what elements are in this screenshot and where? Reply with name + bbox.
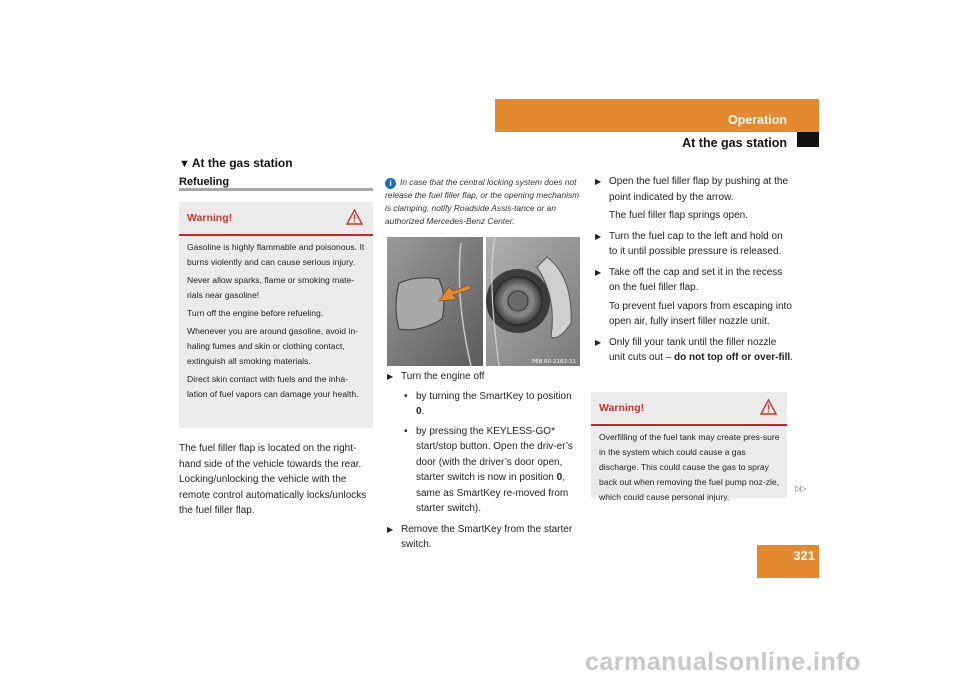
warning-paragraph: Gasoline is highly flammable and poisonous. It burns violently and can cause serious injury. <box>187 242 365 267</box>
step-text: Turn the fuel cap to the left and hold on to it until possible pressure is released. <box>609 230 783 257</box>
sub-item-text: , same as SmartKey re-moved from starter switch). <box>416 472 569 514</box>
warning-paragraph: Direct skin contact with fuels and the inha-lation of fuel vapors can damage your health. <box>187 374 359 399</box>
warning-rule <box>591 424 787 426</box>
warning-paragraph: Whenever you are around gasoline, avoid in-haling fumes and skin or clothing contact, extinguish all smoking materials. <box>187 326 359 366</box>
chapter-title: Operation <box>727 113 787 127</box>
running-section-title: At the gas station <box>682 136 787 150</box>
step-arrow-icon: ▶ <box>387 524 394 534</box>
warning-body <box>187 240 367 405</box>
page-number: 321 <box>793 548 815 563</box>
warning-title: Warning! <box>187 212 233 224</box>
step-text: Turn the engine off <box>401 371 485 382</box>
step-arrow-icon: ▶ <box>595 231 602 241</box>
continued-arrows-icon: ▷▷ <box>795 484 806 493</box>
list-item <box>385 369 581 517</box>
sub-list-item <box>401 389 581 420</box>
overfill-warning-box <box>591 392 787 502</box>
step-text: . <box>790 352 793 363</box>
sub-item-text: . <box>421 406 425 417</box>
step-arrow-icon: ▶ <box>595 337 602 347</box>
warning-rule <box>179 234 373 236</box>
step-arrow-icon: ▶ <box>595 267 602 277</box>
list-item <box>385 522 581 553</box>
header-tab-marker <box>797 132 819 147</box>
warning-paragraph: Turn off the engine before refueling. <box>187 308 324 318</box>
sub-item-text: by pressing the KEYLESS-GO* start/stop button. Open the driv-er’s door (with the driver’s door open, starter switch is now in position <box>416 425 573 483</box>
warning-title: Warning! <box>599 402 645 414</box>
bullet-icon: • <box>404 390 408 402</box>
list-item <box>593 335 793 366</box>
warning-box <box>179 202 373 428</box>
step-note: To prevent fuel vapors from escaping into open air, fully insert filler nozzle unit. <box>609 300 792 327</box>
list-item <box>593 174 793 224</box>
step-arrow-icon: ▶ <box>387 372 394 381</box>
fuel-filler-flap-photo <box>387 237 580 366</box>
info-icon: i <box>385 178 396 189</box>
bullet-icon: • <box>404 425 408 437</box>
fuel-flap-location-paragraph: The fuel filler flap is located on the right-hand side of the vehicle towards the rear. Locking/unlocking the vehicle with the remote control automatically locks/unlocks the fuel filler flap. <box>179 443 367 516</box>
refueling-heading: Refueling <box>179 176 230 188</box>
step-text: Open the fuel filler flap by pushing at the point indicated by the arrow. <box>609 176 789 203</box>
triangle-down-icon: ▼ <box>179 158 190 170</box>
step-text: Only fill your tank until the filler nozzle unit cuts out – <box>609 336 777 363</box>
step-emphasis: do not top off or over-fill <box>674 352 791 363</box>
info-note <box>385 176 580 228</box>
section-title <box>179 156 293 170</box>
section-title-text: At the gas station <box>191 156 293 170</box>
step-text: Remove the SmartKey from the starter switch. <box>401 523 573 550</box>
list-item <box>593 265 793 330</box>
watermark: carmanualsonline.info <box>585 648 861 676</box>
warning-body: Overfilling of the fuel tank may create pres-sure in the system which could cause a gas discharge. This could cause the gas to spray back out when removing the fuel pump noz-zle, which could cause personal injury. <box>599 432 780 502</box>
info-note-text: In case that the central locking system does not release the fuel filler flap, or the opening mechanism is clamping, notify Roadside Assis-tance or an authorized Mercedes-Benz Center. <box>385 177 580 226</box>
step-arrow-icon: ▶ <box>595 177 602 186</box>
sub-list-item <box>401 424 581 517</box>
warning-triangle-icon <box>760 399 777 420</box>
sub-item-text: by turning the SmartKey to position <box>416 390 572 402</box>
engine-off-steps <box>385 369 581 558</box>
warning-triangle-icon <box>346 209 363 230</box>
position-value: 0 <box>416 406 422 417</box>
heading-rule <box>179 188 373 191</box>
warning-paragraph: Never allow sparks, flame or smoking mate-rials near gasoline! <box>187 275 355 300</box>
position-value: 0 <box>556 472 563 483</box>
step-note: The fuel filler flap springs open. <box>609 210 748 221</box>
refueling-steps <box>593 174 793 371</box>
step-text: Take off the cap and set it in the recess on the fuel filler flap. <box>609 266 783 293</box>
photo-code: P68.60-2163-31 <box>531 359 576 365</box>
list-item <box>593 229 793 260</box>
